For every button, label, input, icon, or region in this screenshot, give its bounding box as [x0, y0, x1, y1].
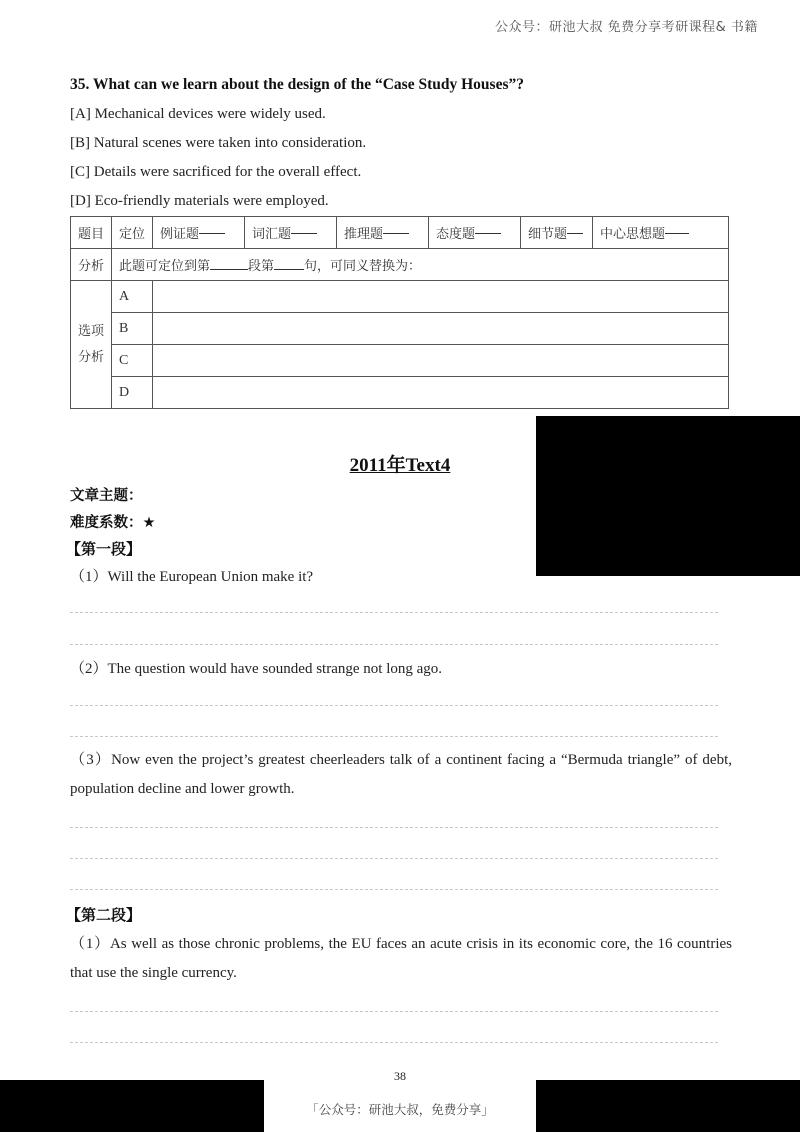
difficulty-row: 难度系数：★ [70, 515, 156, 531]
table-label-question: 题目 [71, 217, 112, 249]
p2-sentence-1: （1）As well as those chronic problems, the EU faces an acute crisis in its economic core, the 16 countries that use the single currency. [70, 936, 732, 981]
option-c: [C] Details were sacrificed for the overall effect. [70, 164, 362, 180]
type-vocabulary[interactable]: 词汇题 [245, 217, 337, 248]
answer-line[interactable] [70, 858, 718, 859]
question-title: 35. What can we learn about the design of the “Case Study Houses”? [70, 76, 524, 93]
paragraph-blank[interactable] [210, 268, 248, 270]
sentence-blank[interactable] [274, 268, 304, 270]
answer-line[interactable] [70, 736, 718, 737]
article-theme-label: 文章主题： [70, 488, 143, 504]
option-d: [D] Eco-friendly materials were employed. [70, 193, 329, 209]
locate-row[interactable]: 此题可定位到第 段第 句，可同义替换为： [112, 249, 729, 281]
question-type-row [153, 217, 728, 248]
answer-line[interactable] [70, 644, 718, 645]
answer-line[interactable] [70, 705, 718, 706]
type-detail[interactable]: 细节题 [521, 217, 593, 248]
p1-sentence-1: （1）Will the European Union make it? [70, 569, 314, 585]
option-letter-b: B [112, 313, 153, 345]
option-letter-d: D [112, 377, 153, 409]
type-inference[interactable]: 推理题 [337, 217, 429, 248]
answer-line[interactable] [70, 1042, 718, 1043]
option-letter-a: A [112, 281, 153, 313]
type-main-idea[interactable]: 中心思想题 [593, 217, 728, 248]
redaction-block [536, 416, 800, 576]
page-number: 38 [394, 1069, 406, 1083]
answer-line[interactable] [70, 889, 718, 890]
option-d-analysis-cell[interactable] [153, 377, 729, 409]
answer-line[interactable] [70, 1011, 718, 1012]
option-a: [A] Mechanical devices were widely used. [70, 106, 326, 122]
analysis-table [70, 216, 729, 409]
locate-label: 定位 [112, 217, 153, 249]
option-b: [B] Natural scenes were taken into consideration. [70, 135, 367, 151]
paragraph-2-heading: 【第二段】 [66, 906, 142, 924]
p1-sentence-3: （3）Now even the project’s greatest cheerleaders talk of a continent facing a “Bermuda triangle” of debt, population decline and lower growth. [70, 752, 732, 797]
section-title: 2011年Text4 [349, 455, 451, 476]
header-note: 公众号：研池大叔 免费分享考研课程& 书籍 [495, 20, 758, 35]
option-c-analysis-cell[interactable] [153, 345, 729, 377]
option-a-analysis-cell[interactable] [153, 281, 729, 313]
type-example[interactable]: 例证题 [153, 217, 245, 248]
paragraph-1-heading: 【第一段】 [66, 540, 142, 558]
option-b-analysis-cell[interactable] [153, 313, 729, 345]
star-icon: ★ [142, 515, 156, 531]
footer-note: 「公众号：研池大叔，免费分享」 [306, 1102, 494, 1117]
answer-line[interactable] [70, 827, 718, 828]
answer-line[interactable] [70, 612, 718, 613]
p1-sentence-2: （2）The question would have sounded strange not long ago. [70, 661, 443, 677]
option-letter-c: C [112, 345, 153, 377]
table-label-analysis: 分析 [71, 249, 112, 281]
options-analysis-label: 选项 分析 [71, 281, 112, 409]
type-attitude[interactable]: 态度题 [429, 217, 521, 248]
